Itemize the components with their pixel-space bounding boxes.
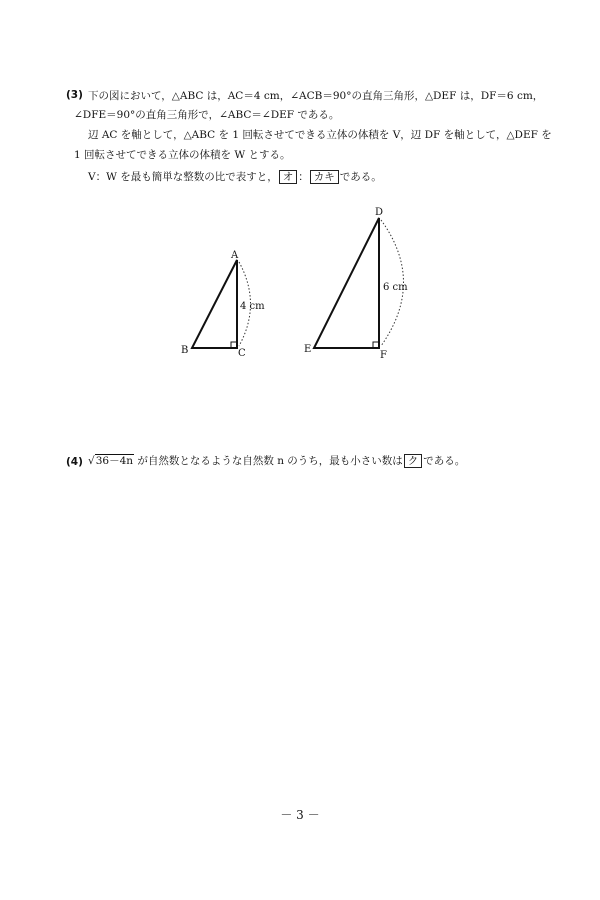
label-e: E — [304, 344, 312, 355]
question-3-line-3: 辺 AC を軸として，△ABC を 1 回転させてできる立体の体積を V，辺 DF を軸として，△DEF を — [88, 129, 552, 141]
length-df: 6 cm — [383, 282, 408, 293]
answer-box-kaki: カキ — [310, 170, 339, 184]
page-number: － 3 － — [280, 808, 320, 822]
label-a: A — [231, 250, 239, 261]
triangle-abc — [192, 260, 237, 348]
question-4-text: が自然数となるような自然数 n のうち，最も小さい数は — [137, 455, 403, 467]
question-4-suffix: である。 — [423, 455, 466, 467]
sqrt-radicand: 36－4n — [95, 455, 134, 467]
answer-box-ku: ク — [404, 454, 423, 468]
length-ac: 4 cm — [240, 301, 265, 312]
sqrt-expression — [88, 454, 134, 468]
label-f: F — [380, 350, 387, 361]
ratio-colon: ： — [298, 171, 309, 183]
question-3-number: (3) — [66, 89, 83, 101]
question-3-line-4: 1 回転させてできる立体の体積を W とする。 — [74, 149, 291, 161]
question-4-line — [88, 454, 465, 468]
triangle-figure — [0, 0, 600, 420]
label-d: D — [375, 207, 384, 218]
label-c: C — [238, 348, 246, 359]
answer-box-o: オ — [279, 170, 298, 184]
question-3-line-5-prefix: V：W を最も簡単な整数の比で表すと， — [88, 171, 278, 183]
question-4-number: (4) — [66, 456, 83, 468]
question-3-line-2: ∠DFE＝90°の直角三角形で，∠ABC＝∠DEF である。 — [74, 109, 340, 121]
triangle-def — [314, 218, 379, 348]
label-b: B — [181, 345, 189, 356]
question-3-line-5-suffix: である。 — [339, 171, 382, 183]
question-3-line-1: 下の図において，△ABC は，AC＝4 cm，∠ACB＝90°の直角三角形，△DEF は，DF＝6 cm， — [88, 90, 544, 102]
sqrt-sign: √ — [88, 455, 95, 467]
